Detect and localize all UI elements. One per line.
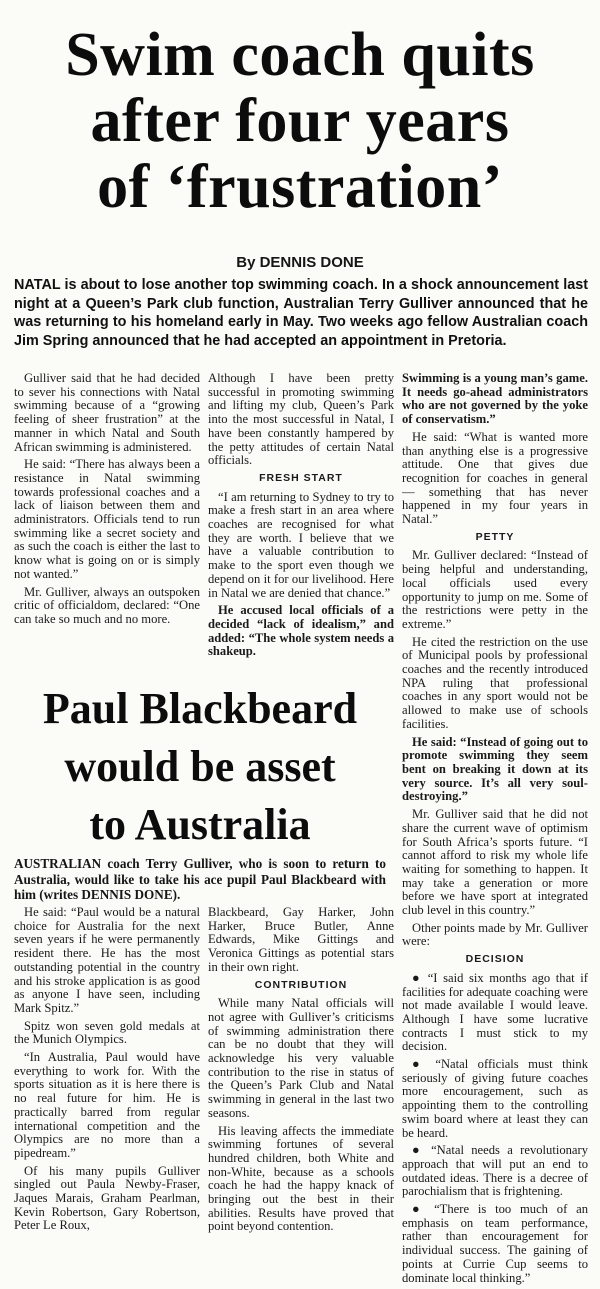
paragraph: Gulliver said that he had decided to sever his connections with Natal swimming because of a “growing feeling of sheer frustration” at the manner in which Natal and South African swimming is administered. [14,371,200,454]
paragraph: He cited the restriction on the use of Municipal pools by professional coaches and the recently introduced NPA ruling that professional coaches in any sport would not be allowed to make use of schools facilities. [402,634,588,731]
paragraph: While many Natal officials will not agree with Gulliver’s criticisms of swimming administration there can be no doubt that they will acknowledge his very valuable contribution to the rise in status of the Queen’s Park Club and Natal swimming in general in the last two seasons. [208,996,394,1120]
paragraph: Mr. Gulliver declared: “Instead of being helpful and understanding, local officials used every opportunity to jump on me. Some of the restrictions were petty in the extreme.” [402,548,588,631]
paragraph: He said: “There has always been a resistance in Natal swimming towards professional coaches and a lack of liaison between them and administrators. Officials tend to run swimming like a secret society and as such the coach is either the last to know what is going on or is simply not wanted.” [14,457,200,581]
subheading: DECISION [465,953,525,966]
paragraph: He said: “Paul would be a natural choice for Australia for the next seven years if he were permanently resident there. He has the most outstanding potential in the country and his stroke application is as good as anyone I have seen, including Mark Spitz.” [14,905,200,1015]
paragraph: Other points made by Mr. Gulliver were: [402,920,588,949]
subheading: FRESH START [259,471,343,484]
paragraph: Although I have been pretty successful in promoting swimming and lifting my club, Queen’s Park into the most successful in Natal, I have been constantly hampered by the petty attitudes of certain Natal officials. [208,371,394,468]
article-1-column-1 [14,372,200,631]
paragraph: Swimming is a young man’s game. It needs go-ahead administrators who are not governed by the yoke of conservatism.” [402,371,588,427]
paragraph: Blackbeard, Gay Harker, John Harker, Bruce Butler, Anne Edwards, Mike Gittings and Veronica Gittings as potential stars in their own right. [208,905,394,974]
paragraph: Spitz won seven gold medals at the Munich Olympics. [14,1018,200,1047]
article-1-column-3 [402,372,588,1289]
paragraph: ● “I said six months ago that if facilities for adequate coaching were not made available I would leave. Although I have some lucrative contracts I must stick to my decision. [402,970,588,1054]
headline-line: Paul Blackbeard [42,684,358,733]
paragraph: “I am returning to Sydney to try to make a fresh start in an area where coaches are recognised for what they are worth. I believe that we have a valuable contribution to make to the sport even though we depend on it for our livelihood. Here in Natal we are denied that chance.” [208,489,394,600]
article-2-lead: AUSTRALIAN coach Terry Gulliver, who is soon to return to Australia, would like to take his ace pupil Paul Blackbeard with him (writes DENNIS DONE). [14,856,386,902]
article-2-column-1 [14,906,200,1237]
headline-line: after four years [90,87,510,155]
subheading: PETTY [475,530,515,543]
article-1-headline [0,22,600,220]
lead-text: is about to lose another top swimming coach. In a shock announcement last night at a Queen’s Park club function, Australian Terry Gulliver announced that he was returning to his homeland early in May. Two weeks ago fellow Australian coach Jim Spring announced that he had accepted an appointment in Pretoria. [14,277,588,349]
paragraph: His leaving affects the immediate swimming fortunes of several hundred children, both White and non-White, because as a schools coach he had the happy knack of bringing out the best in their abilities. Results have proved that point beyond contention. [208,1123,394,1234]
paragraph: Of his many pupils Gulliver singled out Paula Newby-Fraser, Jaques Marais, Graham Pearlman, Kevin Robertson, Gary Robertson, Peter Le Roux, [14,1163,200,1233]
paragraph: He accused local officials of a decided “lack of idealism,” and added: “The whole system needs a shakeup. [208,603,394,659]
headline-line: to Australia [89,800,311,849]
article-2-column-2 [208,906,394,1238]
paragraph: ● “Natal needs a revolutionary approach that will put an end to outdated ideas. There is a decree of parochialism that is frightening. [402,1143,588,1199]
headline-line: Swim coach quits [65,21,535,89]
headline-line: would be asset [64,742,336,791]
paragraph: ● “There is too much of an emphasis on team performance, rather than encouragement for individual success. The gaining of points at Currie Cup seems to dominate local thinking.” [402,1202,588,1285]
paragraph: Mr. Gulliver said that he did not share the current wave of optimism for South Africa’s sports future. “I cannot afford to risk my whole life waiting for something to happen. It may take a generation or more before we have sport at integrated club level in this country.” [402,807,588,918]
lead-first-word: NATAL [14,277,61,293]
paragraph: “In Australia, Paul would have everything to work for. With the sports situation as it is here there is no real future for him. He is practically barred from regular international competition and the Olympics are no more than a pipedream.” [14,1050,200,1160]
subheading: CONTRIBUTION [254,978,348,991]
paragraph: Mr. Gulliver, always an outspoken critic of officialdom, declared: “One can take so much and no more. [14,584,200,626]
paragraph: He said: “What is wanted more than anything else is a progressive attitude. One that gives due recognition for coaches in general — something that has never happened in my four years in Natal.” [402,429,588,527]
byline: By DENNIS DONE [236,254,364,271]
article-2-headline [0,680,400,854]
paragraph: He said: “Instead of going out to promote swimming they seem bent on breaking it down at its very source. It’s all very soul-destroying.” [402,734,588,804]
paragraph: ● “Natal officials must think seriously of giving future coaches more encouragement, such as appointing them to the controlling swim board where at least they can be heard. [402,1057,588,1140]
article-1-column-2 [208,372,394,663]
article-1-lead [14,276,588,350]
headline-line: of ‘frustration’ [97,153,503,221]
